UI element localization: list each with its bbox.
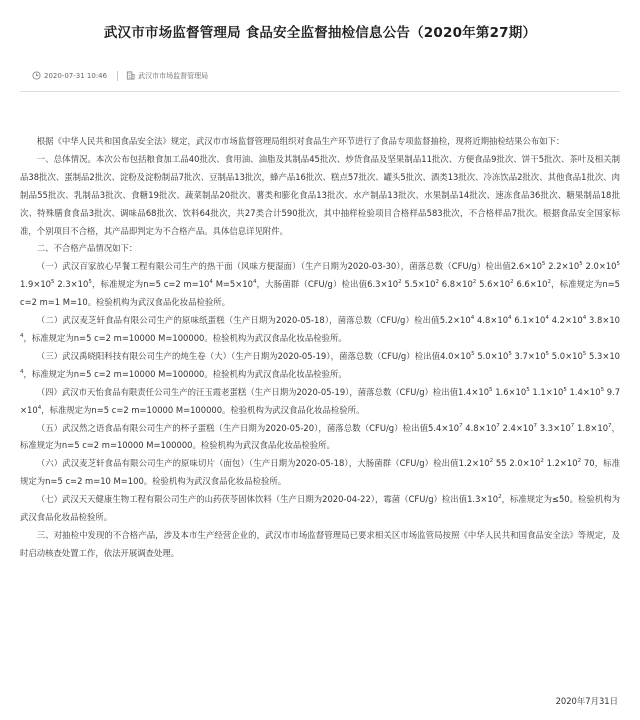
unqualified-item-2: （二）武汉麦芝轩食品有限公司生产的原味纸蛋糕（生产日期为2020-05-18），菌落总数（CFU/g）检出值$5.2\times 10^4$ $4.8\times 10^4$ $6.1\times 10^4$ $4.2\times 10^4$ $3.8\times 10^4$，标准规定为n=5 c=2 m=10000 M=100000。检验机构为武汉食品化妆品检验所。 — [20, 315, 621, 343]
unqualified-item-4: （四）武汉市天怡食品有限责任公司生产的汪玉霞老蛋糕（生产日期为2020-05-19），菌落总数（CFU/g）检出值$1.4\times 10^5$ $1.6\times 10^5$ $1.1\times 10^5$ $1.4\times 10^5$ $9.7\times 10^4$，标准规定为n=5 c=2 m=10000 M=100000。检验机构为武汉食品化妆品检验所。 — [20, 386, 621, 415]
date-signature: 2020年7月31日 — [555, 696, 618, 706]
article-body — [20, 133, 620, 563]
header-divider — [20, 91, 620, 92]
article-meta — [32, 70, 208, 82]
article-source: 武汉市市场监督管理局 — [138, 72, 209, 80]
page-title: 武汉市市场监督管理局 食品安全监督抽检信息公告（2020年第27期） — [103, 25, 537, 41]
building-icon — [126, 71, 135, 82]
clock-icon — [32, 71, 41, 82]
disposal-paragraph: 三、对抽检中发现的不合格产品，涉及本市生产经营企业的，武汉市市场监督管理局已要求相关区市场监管局按照《中华人民共和国食品安全法》等规定，及时启动核查处置工作，依法开展调查处理。 — [20, 529, 620, 558]
unqualified-item-6: （六）武汉麦芝轩食品有限公司生产的原味切片（面包）（生产日期为2020-05-18），大肠菌群（CFU/g）检出值$1.2\times 10^2$ 55 $2.0\times 10^2$ $1.2\times 10^2$ 70，标准规定为n=5 c=2 m=10 M=100。检验机构为武汉食品化妆品检验所。 — [20, 458, 620, 487]
unqualified-item-7: （七）武汉天天健康生物工程有限公司生产的山药茯苓固体饮料（生产日期为2020-04-22），霉菌（CFU/g）检出值$1.3\times 10^2$，标准规定为≤50。检验机构为武汉食品化妆品检验所。 — [20, 494, 620, 523]
unqualified-item-5: （五）武汉然之语食品有限公司生产的杯子蛋糕（生产日期为2020-05-20），菌落总数（CFU/g）检出值$5.4\times 10^7$ $4.8\times 10^7$ $2.4\times 10^7$ $3.3\times 10^7$ $1.8\times 10^7$，标准规定为n=5 c=2 m=10000 M=100000。检验机构为武汉食品化妆品检验所。 — [20, 422, 621, 451]
unqualified-item-1: （一）武汉百家放心早餐工程有限公司生产的热干面（风味方便湿面）（生产日期为2020-03-30），菌落总数（CFU/g）检出值$2.6\times 10^5$ $2.2\times 10^5$ $2.0\times 10^5$ $1.9\times 10^5$ $2.3\times 10^5$，标准规定为n=5 c=2 $m=10^4$ $M=5\times 10^4$，大肠菌群（CFU/g）检出值$6.3\times 10^2$ $5.5\times 10^2$ $6.8\times 10^2$ $5.6\times 10^2$ $6.6\times 10^2$，标准规定为n=5 c=2 m=1 M=10。检验机构为武汉食品化妆品检验所。 — [20, 261, 621, 308]
unqualified-item-3: （三）武汉禹晓阳科技有限公司生产的炖生卷（大）（生产日期为2020-05-19），菌落总数（CFU/g）检出值$4.0\times 10^5$ $5.0\times 10^5$ $3.7\times 10^5$ $5.0\times 10^5$ $5.3\times 10^4$，标准规定为n=5 c=2 m=10000 M=100000。检验机构为武汉食品化妆品检验所。 — [20, 350, 621, 379]
intro-paragraph: 根据《中华人民共和国食品安全法》规定，武汉市市场监督管理局组织对食品生产环节进行了食品专项监督抽检，现将近期抽检结果公布如下： — [36, 136, 565, 146]
section-heading-unqualified: 二、不合格产品情况如下： — [36, 243, 138, 254]
publish-time: 2020-07-31 10:46 — [44, 72, 108, 80]
meta-divider — [117, 71, 118, 81]
overview-paragraph: 一、总体情况。本次公布包括粮食加工品40批次、食用油、油脂及其制品45批次、炒货食品及坚果制品11批次、方便食品9批次、饼干5批次、茶叶及相关制品38批次、蛋制品2批次、淀粉及淀粉制品7批次、豆制品13批次，蜂产品16批次、糕点57批次、罐头5批次、酒类13批次、冷冻饮品2批次、其他食品1批次、肉制品55批次、乳制品3批次、食糖19批次、蔬菜制品20批次、薯类和膨化食品13批次、水产制品13批次、水果制品14批次、速冻食品36批次、糖果制品18批次、特殊膳食食品3批次、调味品68批次、饮料64批次，共27类合计590批次，其中抽样检验项目合格样品583批次，不合格样品7批次。根据食品安全国家标准，个别项目不合格，其产品即判定为不合格产品。具体信息详见附件。 — [20, 153, 620, 236]
